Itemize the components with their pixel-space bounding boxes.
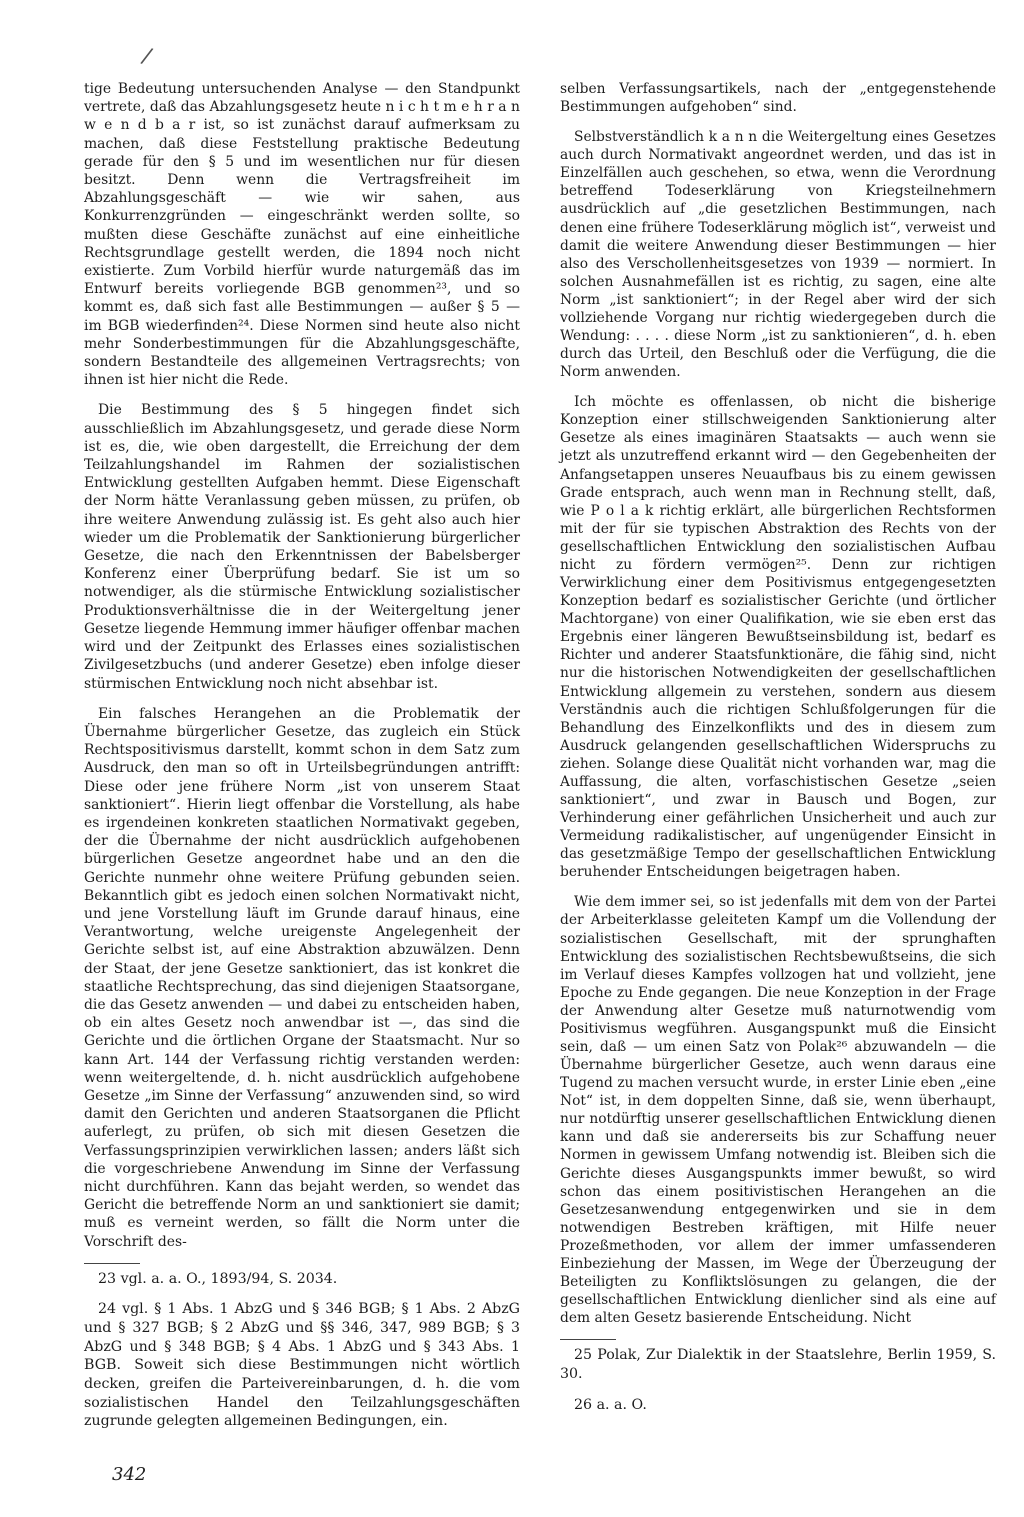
left-column (84, 80, 520, 1443)
footnote-rule (560, 1339, 616, 1340)
body-paragraph: Ein falsches Herangehen an die Problematik der Übernahme bürgerlicher Gesetze, das zugleich ein Stück Rechtspositivismus darstellt, kommt schon in dem Satz zum Ausdruck, den man so oft in Urteilsbegründungen antrifft: Diese oder jene frühere Norm „ist von unserem Staat sanktioniert“. Hierin liegt offenbar die Vorstellung, als habe es irgendeinen konkreten staatlichen Normativakt gegeben, der die Übernahme der nicht ausdrücklich aufgehobenen bürgerlichen Gesetze angeordnet habe und an den die Gerichte nunmehr ohne weitere Prüfung gebunden seien. Bekanntlich gibt es jedoch einen solchen Normativakt nicht, und jene Vorstellung läuft im Grunde darauf hinaus, eine Verantwortung, welche ureigenste Angelegenheit der Gerichte selbst ist, auf eine Abstraktion abzuwälzen. Denn der Staat, der jene Gesetze sanktioniert, das ist konkret die staatliche Rechtsprechung, das sind diejenigen Staatsorgane, die das Gesetz anwenden — und dabei zu entscheiden haben, ob ein altes Gesetz noch anwendbar ist —, das sind die Gerichte und die örtlichen Organe der Staatsmacht. Nur so kann Art. 144 der Verfassung richtig verstanden werden: wenn weitergeltende, d. h. nicht ausdrücklich aufgehobene Gesetze „im Sinne der Verfassung“ anzuwenden sind, so wird damit den Gerichten und anderen Staatsorganen die Pflicht auferlegt, zu prüfen, ob sich mit diesen Gesetzen die Verfassungsprinzipien verwirklichen lassen; anders läßt sich die vorgeschriebene Anwendung im Sinne der Verfassung nicht durchführen. Kann das bejaht werden, so wendet das Gericht die betreffende Norm an und sanktioniert sie damit; muß es verneint werden, so fällt die Norm unter die Vorschrift des- (84, 705, 520, 1250)
page-mark: / (138, 43, 155, 70)
body-paragraph: Selbstverständlich k a n n die Weitergeltung eines Gesetzes auch durch Normativakt angeordnet werden, und das ist in Einzelfällen auch geschehen, so etwa, wenn die Verordnung betreffend Todeserklärung von Kriegsteilnehmern ausdrücklich auf „die gesetzlichen Bestimmungen, nach denen eine frühere Todeserklärung möglich ist“, verweist und damit die weitere Anwendung dieser Bestimmungen — hier also des Verschollenheitsgesetzes von 1939 — normiert. In solchen Ausnahmefällen ist es richtig, zu sagen, eine alte Norm „ist sanktioniert“; in der Regel aber wird der sich vollziehende Vorgang nur richtig wiedergegeben durch die Wendung: . . . . diese Norm „ist zu sanktionieren“, d. h. eben durch das Urteil, den Beschluß oder die Verfügung, die die Norm anwenden. (560, 129, 996, 381)
footnote: 24 vgl. § 1 Abs. 1 AbzG und § 346 BGB; § 1 Abs. 2 AbzG und § 327 BGB; § 2 AbzG und §§ 346, 347, 989 BGB; § 3 AbzG und § 348 BGB; § 4 Abs. 1 AbzG und § 343 Abs. 1 BGB. Soweit sich diese Bestimmungen nicht wörtlich decken, greifen die Parteivereinbarungen, d. h. die vom sozialistischen Handel den Teilzahlungsgeschäften zugrunde gelegten allgemeinen Bedingungen, ein. (84, 1301, 520, 1430)
body-paragraph: Ich möchte es offenlassen, ob nicht die bisherige Konzeption einer stillschweigenden Sanktionierung alter Gesetze als eines imaginären Staatsakts — auch wenn sie jetzt als unzutreffend erkannt wird — den Gegebenheiten der Anfangsetappen unseres Neuaufbaus bis zu einem gewissen Grade entsprach, auch wenn man in Rechnung stellt, daß, wie P o l a k richtig erklärt, alle bürgerlichen Rechtsformen mit der für sie typischen Abstraktion des Rechts von der gesellschaftlichen Entwicklung den sozialistischen Aufbau nicht zu fördern vermögen²⁵. Denn zur richtigen Verwirklichung einer dem Positivismus entgegengesetzten Konzeption bedarf es sozialistischer Gerichte (und örtlicher Machtorgane) von einer Qualifikation, wie sie eben erst das Ergebnis einer längeren Bewußtseinsbildung ist, bedarf es Richter und anderer Staatsfunktionäre, die fähig sind, nicht nur die historischen Notwendigkeiten der gesellschaftlichen Entwicklung allgemein zu verstehen, sondern aus diesem Verständnis auch die richtigen Schlußfolgerungen für die Behandlung des Einzelkonflikts und des in diesem zum Ausdruck gelangenden gesellschaftlichen Widerspruchs zu ziehen. Solange diese Qualität nicht vorhanden war, mag die Auffassung, die alten, vorfaschistischen Gesetze „seien sanktioniert“, und zwar in Bausch und Bogen, zur Verhinderung einer gefährlichen Unsicherheit und auch zur Vermeidung radikalistischer, auf ungenügender Einsicht in das gesetzmäßige Tempo der gesellschaftlichen Entwicklung beruhender Entscheidungen beigetragen haben. (560, 394, 996, 881)
footnote: 23 vgl. a. a. O., 1893/94, S. 2034. (98, 1270, 338, 1287)
body-paragraph: Wie dem immer sei, so ist jedenfalls mit dem von der Partei der Arbeiterklasse geleiteten Kampf um die Vollendung der sozialistischen Gesellschaft, mit der sprunghaften Entwicklung des sozialistischen Rechtsbewußtseins, die sich im Verlauf dieses Kampfes vollzogen hat und vollzieht, jene Epoche zu Ende gegangen. Die neue Konzeption in der Frage der Anwendung alter Gesetze muß naturnotwendig vom Positivismus wegführen. Ausgangspunkt muß die Einsicht sein, daß — um einen Satz von Polak²⁶ abzuwandeln — die Übernahme bürgerlicher Gesetze, auch wenn daraus eine Tugend zu machen versucht wurde, in erster Linie eben „eine Not“ ist, in dem doppelten Sinne, daß sie, wenn überhaupt, nur notdürftig unserer gesellschaftlichen Entwicklung dienen kann und daß sie andererseits bis zur Schaffung neuer Normen in gewissem Umfang notwendig ist. Bleiben sich die Gerichte dieses Ausgangspunkts immer bewußt, so wird schon das einem positivistischen Herangehen an die Gesetzesanwendung entgegenwirken und sie in dem notwendigen Bestreben kräftigen, mit Hilfe neuer Prozeßmethoden, vor allem der immer umfassenderen Einbeziehung der Massen, im Wege der Überzeugung der Beteiligten zu Konfliktslösungen zu gelangen, die der gesellschaftlichen Entwicklung dienlicher sind als eine auf dem alten Gesetz basierende Entscheidung. Nicht (560, 894, 996, 1327)
page-number: 342 (112, 1464, 147, 1485)
footnote: 26 a. a. O. (574, 1396, 647, 1413)
body-paragraph: Die Bestimmung des § 5 hingegen findet sich ausschließlich im Abzahlungsgesetz, und gerade diese Norm ist es, die, wie oben dargestellt, die Erreichung der dem Teilzahlungshandel im Rahmen der sozialistischen Entwicklung gestellten Aufgaben hemmt. Diese Eigenschaft der Norm hätte Veranlassung geben müssen, zu prüfen, ob ihre weitere Anwendung zulässig ist. Es geht also auch hier wieder um die Problematik der Sanktionierung bürgerlicher Gesetze, die nach den Erkenntnissen der Babelsberger Konferenz einer Überprüfung bedarf. Sie ist um so notwendiger, als die stürmische Entwicklung sozialistischer Produktionsverhältnisse die in der Weitergeltung jener Gesetze liegende Hemmung immer häufiger offenbar machen wird und der Zeitpunkt des Erlasses eines sozialistischen Zivilgesetzbuchs (und anderer Gesetze) eben infolge dieser stürmischen Entwicklung noch nicht absehbar ist. (84, 402, 520, 692)
body-paragraph: tige Bedeutung untersuchenden Analyse — den Standpunkt vertrete, daß das Abzahlungsgesetz heute n i c h t m e h r a n w e n d b a r ist, so ist zunächst darauf aufmerksam zu machen, daß diese Feststellung praktische Bedeutung gerade für den § 5 und im wesentlichen nur für diesen besitzt. Denn wenn die Vertragsfreiheit im Abzahlungsgeschäft — wie wir sahen, aus Konkurrenzgründen — eingeschränkt werden sollte, so mußten diese Geschäfte zunächst auf eine einheitliche Rechtsgrundlage gestellt werden, die 1894 noch nicht existierte. Zum Vorbild hierfür wurde naturgemäß das im Entwurf bereits vorliegende BGB genommen²³, und so kommt es, daß sich fast alle Bestimmungen — außer § 5 — im BGB wiederfinden²⁴. Diese Normen sind heute also nicht mehr Sonderbestimmungen für die Abzahlungsgeschäfte, sondern Bestandteile des allgemeinen Vertragsrechts; von ihnen ist hier nicht die Rede. (84, 81, 520, 389)
right-column (560, 80, 996, 1426)
footnote-rule (84, 1263, 140, 1264)
body-paragraph: selben Verfassungsartikels, nach der „entgegenstehende Bestimmungen aufgehoben“ sind. (560, 81, 996, 116)
footnote: 25 Polak, Zur Dialektik in der Staatslehre, Berlin 1959, S. 30. (560, 1347, 996, 1382)
